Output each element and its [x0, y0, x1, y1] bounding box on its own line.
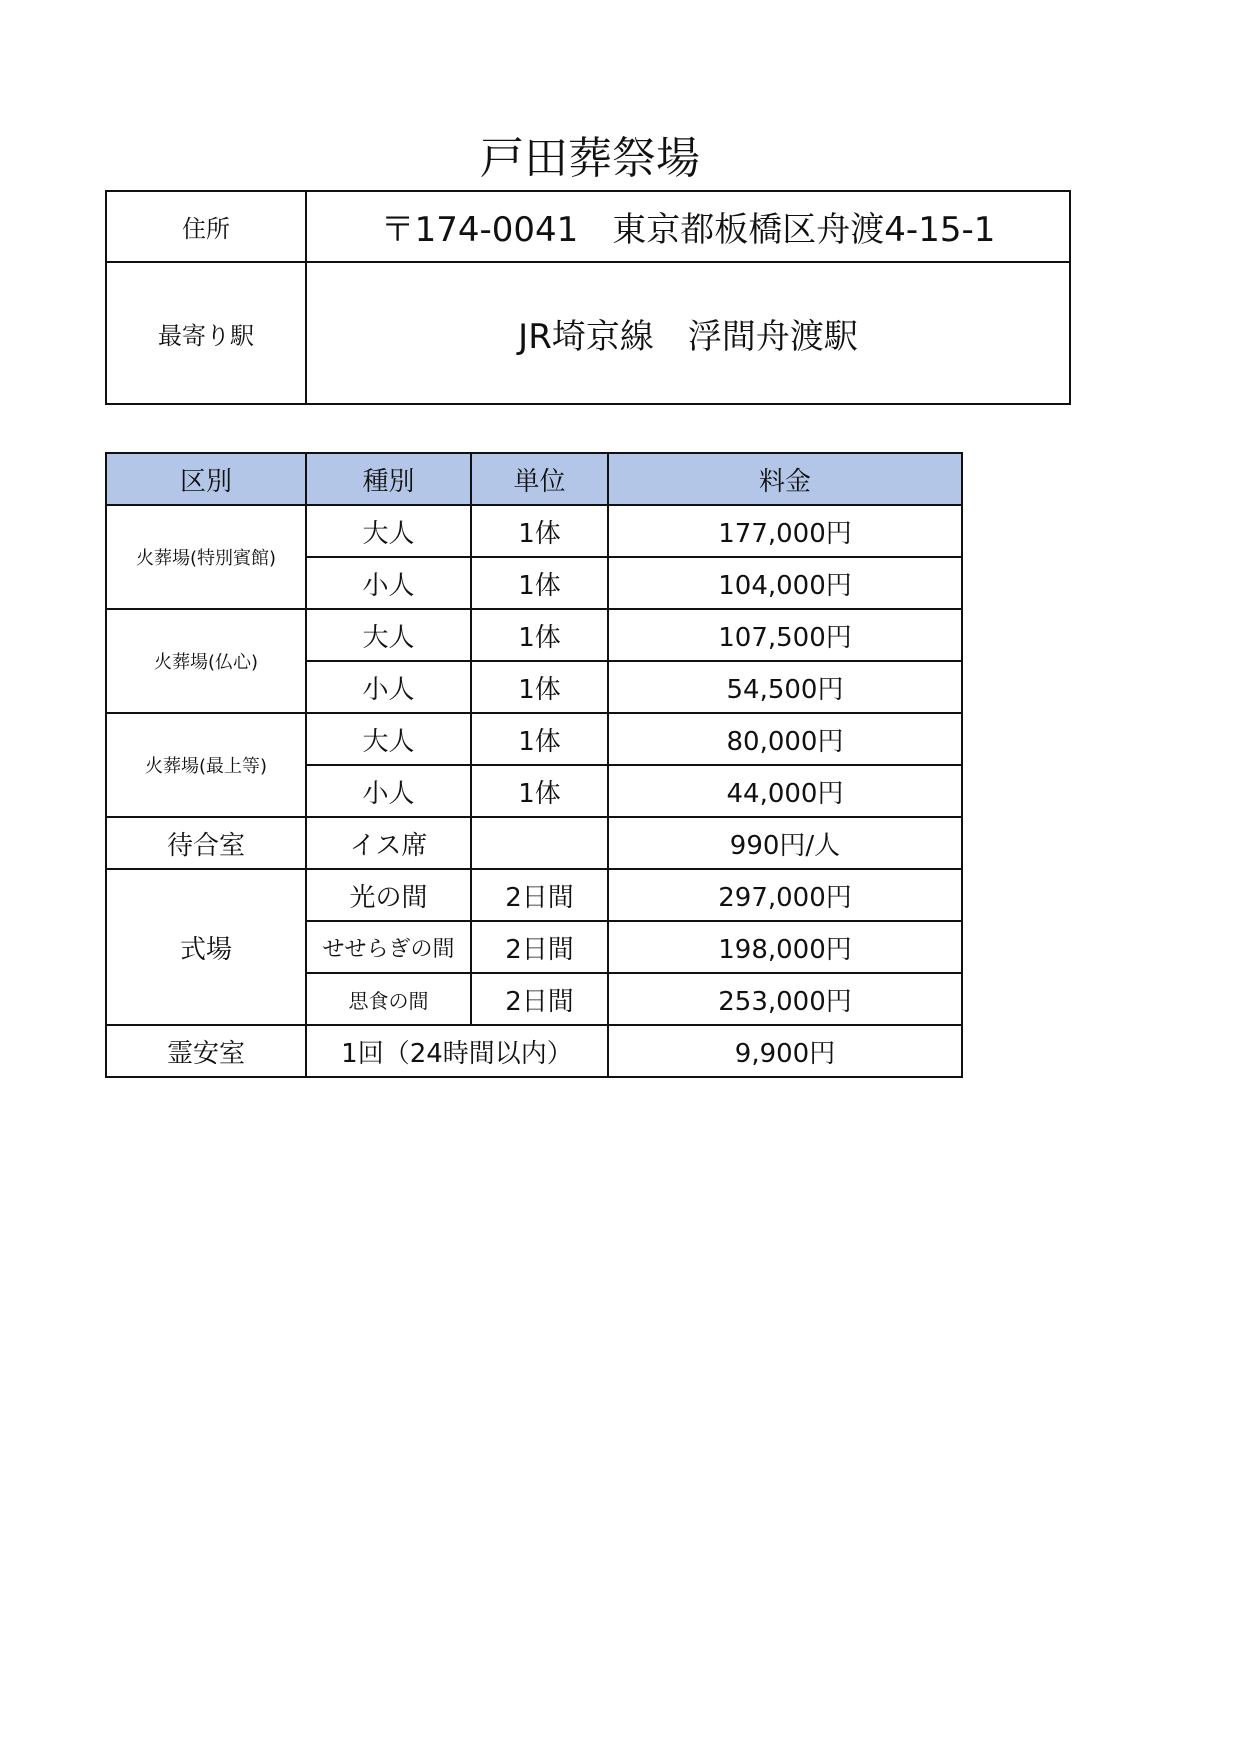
- price-cell: 9,900円: [608, 1025, 962, 1077]
- price-cell: 107,500円: [608, 609, 962, 661]
- kind-cell: 思食の間: [306, 973, 471, 1025]
- unit-cell: 1体: [471, 609, 608, 661]
- kind-cell: 大人: [306, 609, 471, 661]
- facility-info-table: [105, 190, 1071, 405]
- kind-cell: 大人: [306, 505, 471, 557]
- station-row: [106, 262, 1070, 404]
- unit-cell: 1体: [471, 765, 608, 817]
- category-cell: 式場: [106, 869, 306, 1025]
- table-row: [106, 505, 962, 557]
- station-value: JR埼京線 浮間舟渡駅: [306, 262, 1070, 404]
- header-price: 料金: [608, 453, 962, 505]
- address-value: 〒174-0041 東京都板橋区舟渡4-15-1: [306, 191, 1070, 262]
- price-cell: 44,000円: [608, 765, 962, 817]
- unit-cell: 1体: [471, 661, 608, 713]
- unit-cell: 1体: [471, 505, 608, 557]
- fee-header-row: [106, 453, 962, 505]
- address-label: 住所: [106, 191, 306, 262]
- price-cell: 104,000円: [608, 557, 962, 609]
- kind-cell: 1回（24時間以内）: [306, 1025, 608, 1077]
- kind-cell: 小人: [306, 661, 471, 713]
- kind-cell: せせらぎの間: [306, 921, 471, 973]
- unit-cell: 2日間: [471, 921, 608, 973]
- category-cell: 待合室: [106, 817, 306, 869]
- category-cell: 霊安室: [106, 1025, 306, 1077]
- station-label: 最寄り駅: [106, 262, 306, 404]
- kind-cell: 小人: [306, 557, 471, 609]
- header-kind: 種別: [306, 453, 471, 505]
- price-cell: 990円/人: [608, 817, 962, 869]
- unit-cell: 1体: [471, 557, 608, 609]
- table-row: [106, 1025, 962, 1077]
- table-row: [106, 713, 962, 765]
- header-category: 区別: [106, 453, 306, 505]
- price-cell: 253,000円: [608, 973, 962, 1025]
- price-cell: 54,500円: [608, 661, 962, 713]
- kind-cell: 大人: [306, 713, 471, 765]
- page-title: 戸田葬祭場: [480, 133, 700, 184]
- category-cell: 火葬場(最上等): [106, 713, 306, 817]
- price-cell: 177,000円: [608, 505, 962, 557]
- unit-cell: 2日間: [471, 973, 608, 1025]
- price-cell: 198,000円: [608, 921, 962, 973]
- fee-table: [105, 452, 963, 1078]
- unit-cell: 1体: [471, 713, 608, 765]
- table-row: [106, 609, 962, 661]
- category-cell: 火葬場(特別賓館): [106, 505, 306, 609]
- header-unit: 単位: [471, 453, 608, 505]
- kind-cell: 光の間: [306, 869, 471, 921]
- kind-cell: イス席: [306, 817, 471, 869]
- address-row: [106, 191, 1070, 262]
- category-cell: 火葬場(仏心): [106, 609, 306, 713]
- price-cell: 297,000円: [608, 869, 962, 921]
- price-cell: 80,000円: [608, 713, 962, 765]
- table-row: [106, 817, 962, 869]
- unit-cell: [471, 817, 608, 869]
- kind-cell: 小人: [306, 765, 471, 817]
- unit-cell: 2日間: [471, 869, 608, 921]
- table-row: [106, 869, 962, 921]
